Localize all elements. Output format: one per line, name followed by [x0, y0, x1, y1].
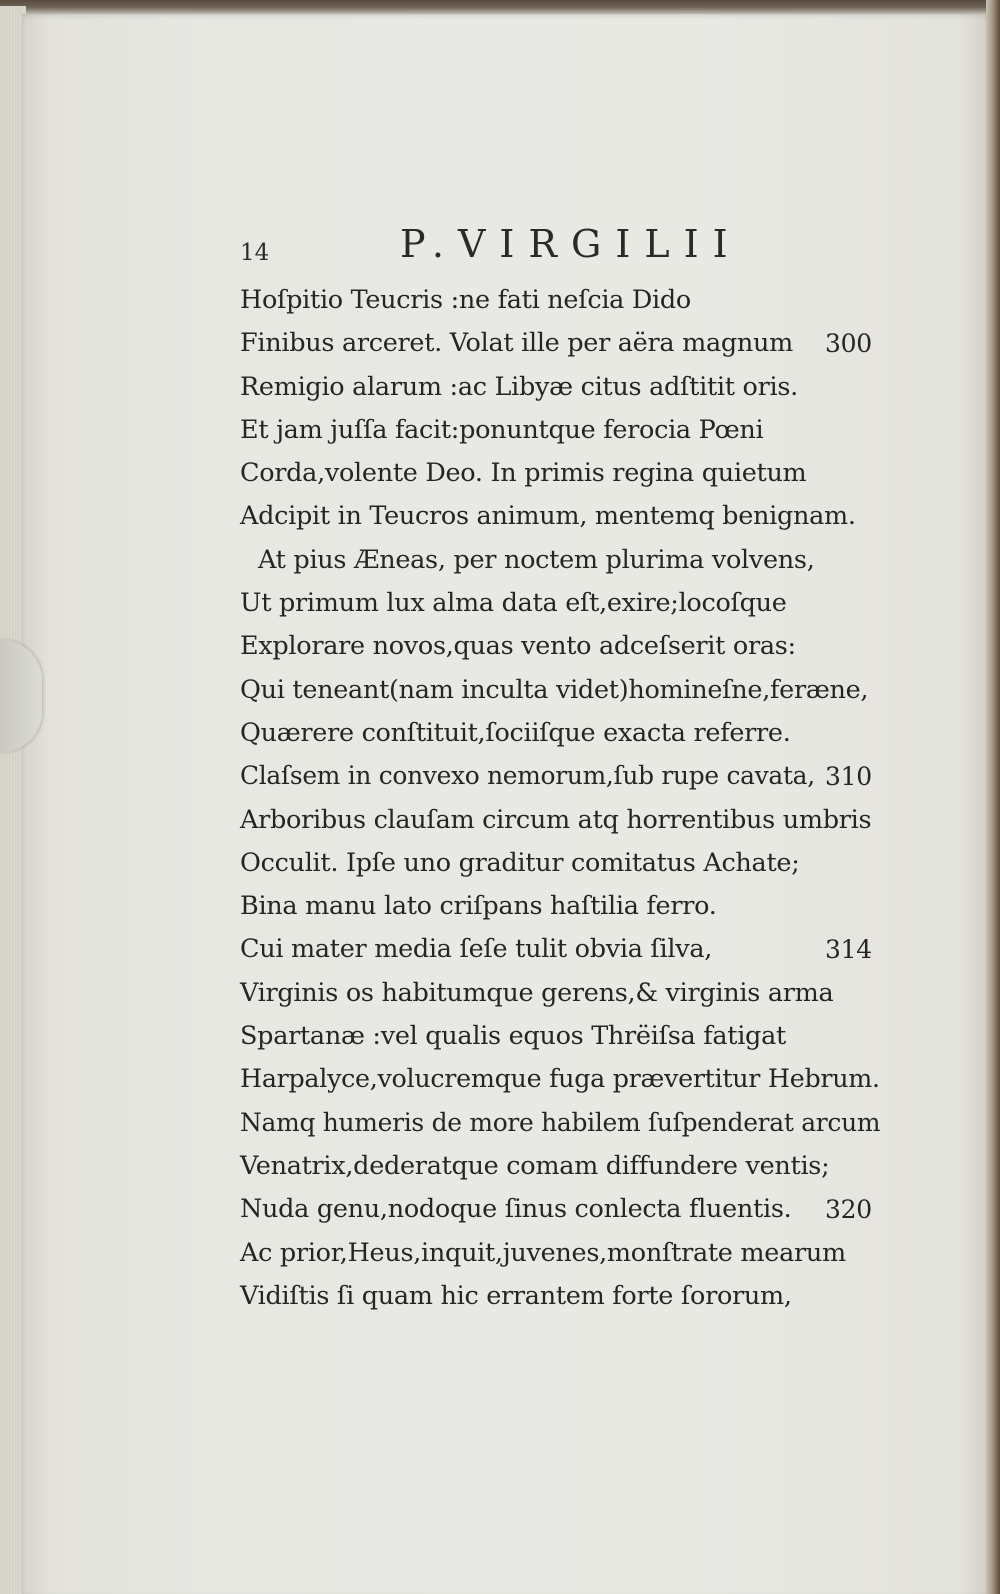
line-number: 320 [825, 1195, 872, 1225]
verse-text: Cui mater media ſeſe tulit obvia ſilva, [240, 934, 713, 965]
verse-line [240, 322, 890, 365]
verse-line [240, 1188, 890, 1231]
line-number: 300 [825, 329, 872, 359]
verse-text: Et jam juſſa facit:ponuntque ferocia Pœni [240, 414, 764, 445]
verse-line [240, 1232, 890, 1275]
verse-text: Explorare novos,quas vento adceſserit oras: [240, 631, 796, 662]
book-right-edge [986, 0, 1000, 1594]
line-number: 314 [825, 935, 872, 965]
book-top-edge [0, 0, 1000, 14]
verse-line [240, 495, 890, 538]
verse-line [240, 582, 890, 625]
verse-text: Namq humeris de more habilem ſuſpenderat arcum [240, 1107, 881, 1138]
verse-line [240, 928, 890, 971]
verse-text: Adcipit in Teucros animum, mentemq benignam. [240, 501, 856, 532]
verse-text: Nuda genu,nodoque ſinus conlecta fluentis. [240, 1194, 792, 1225]
verse-text: Virginis os habitumque gerens,& virginis arma [240, 977, 834, 1008]
verse-text: Harpalyce,volucremque fuga prævertitur Hebrum. [240, 1064, 880, 1095]
verse-line [240, 279, 890, 322]
verse-text: Corda,volente Deo. In primis regina quietum [240, 458, 807, 489]
verse-text: Quærere conſtituit,ſociiſque exacta referre. [240, 717, 791, 748]
verse-text: Venatrix,dederatque comam diffundere ventis; [240, 1150, 830, 1181]
verse-line [240, 1275, 890, 1318]
verse-line [240, 712, 890, 755]
verse-line [240, 669, 890, 712]
verse-line [240, 539, 890, 582]
verse-line [240, 755, 890, 798]
verse-text: Arboribus clauſam circum atq horrentibus umbris [240, 804, 872, 835]
verse-line [240, 366, 890, 409]
verse-line [240, 842, 890, 885]
verse-line [240, 409, 890, 452]
running-head [240, 222, 880, 272]
verse-list [240, 279, 890, 1318]
verse-text: Hoſpitio Teucris :ne fati neſcia Dido [240, 285, 691, 315]
verse-line [240, 885, 890, 928]
verse-line [240, 1058, 890, 1101]
verse-line [240, 1015, 890, 1058]
verse-text: Ut primum lux alma data eſt,exire;locoſque [240, 588, 787, 619]
verse-text: Remigio alarum :ac Libyæ citus adſtitit oris. [240, 371, 798, 402]
verse-line [240, 799, 890, 842]
verse-text: Finibus arceret. Volat ille per aëra magnum [240, 328, 794, 359]
verse-text: Bina manu lato criſpans haſtilia ferro. [240, 891, 717, 922]
verse-text: Spartanæ :vel qualis equos Thrëiſsa fatigat [240, 1021, 786, 1052]
verse-line [240, 625, 890, 668]
running-title: P.VIRGILII [400, 222, 742, 266]
verse-line [240, 1102, 890, 1145]
page-number: 14 [240, 240, 270, 266]
verse-text: Qui teneant(nam inculta videt)homineſne,feræne, [240, 674, 869, 705]
verse-text: At pius Æneas, per noctem plurima volvens, [258, 544, 815, 575]
line-number: 310 [825, 762, 872, 792]
verse-text: Claſsem in convexo nemorum,ſub rupe cavata, [240, 761, 815, 792]
verse-text: Vidiſtis ſi quam hic errantem forte ſororum, [240, 1280, 792, 1311]
verse-line [240, 452, 890, 495]
verse-text: Ac prior,Heus,inquit,juvenes,monſtrate mearum [240, 1237, 846, 1268]
verse-line [240, 1145, 890, 1188]
verse-line [240, 972, 890, 1015]
verse-text: Occulit. Ipſe uno graditur comitatus Achate; [240, 847, 800, 878]
